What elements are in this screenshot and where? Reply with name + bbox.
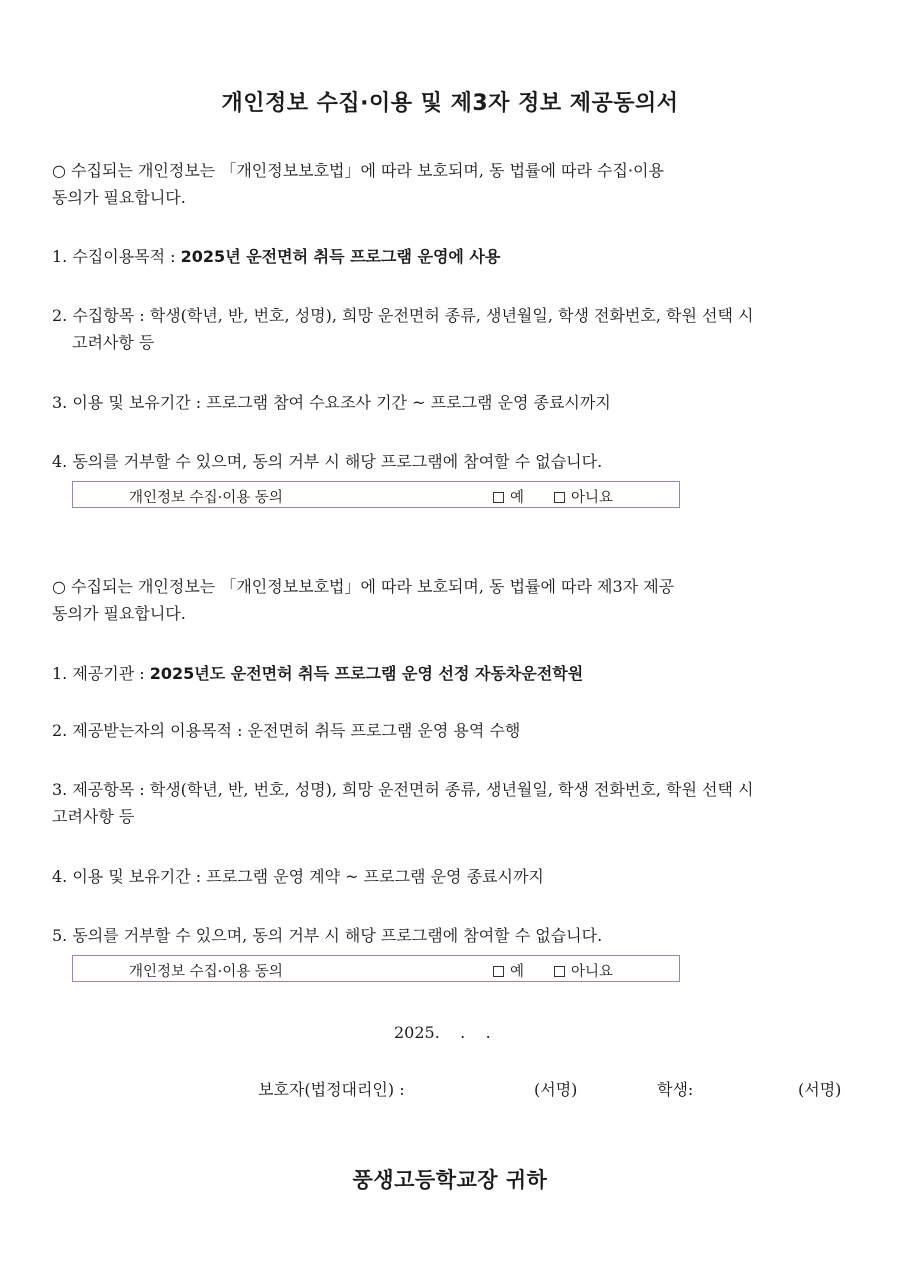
section1-item2-line1: 2. 수집항목 : 학생(학년, 반, 번호, 성명), 희망 운전면허 종류, 생년월일, 학생 전화번호, 학원 선택 시 [52,306,754,325]
section1-item4: 4. 동의를 거부할 수 있으며, 동의 거부 시 해당 프로그램에 참여할 수 없습니다. [52,452,603,471]
section1-consent-yes-checkbox[interactable] [493,492,504,503]
section1-consent-no-label: 아니요 [571,490,614,506]
section1-item3: 3. 이용 및 보유기간 : 프로그램 참여 수요조사 기간 ~ 프로그램 운영 종료시까지 [52,393,611,412]
section1-consent-no-checkbox[interactable] [554,492,565,503]
student-label: 학생: [657,1080,694,1099]
section2-item1 [52,660,583,687]
section2-consent-no-option[interactable] [554,960,613,981]
section2-consent-label: 개인정보 수집·이용 동의 [129,964,283,980]
section2-item1-label: 1. 제공기관 : [52,664,150,683]
addressee: 풍생고등학교장 귀하 [352,1168,548,1192]
section1-consent-label: 개인정보 수집·이용 동의 [129,490,283,506]
section1-consent-yes-label: 예 [510,490,525,506]
section1-consent-box [72,481,680,508]
section2-item3-line2: 고려사항 등 [52,807,135,826]
date-line: 2025. . . [394,1023,491,1042]
section1-item2-line2: 고려사항 등 [72,333,155,352]
student-signature-field[interactable]: (서명) [798,1080,842,1099]
section2-item5: 5. 동의를 거부할 수 있으며, 동의 거부 시 해당 프로그램에 참여할 수 없습니다. [52,926,603,945]
section2-item4: 4. 이용 및 보유기간 : 프로그램 운영 계약 ~ 프로그램 운영 종료시까지 [52,867,544,886]
section2-item1-value: 2025년도 운전면허 취득 프로그램 운영 선정 자동차운전학원 [149,664,584,683]
section2-intro-line2: 동의가 필요합니다. [52,604,186,623]
section1-item1 [52,243,500,270]
guardian-signature-field[interactable]: (서명) [534,1080,578,1099]
section2-consent-yes-label: 예 [510,964,525,980]
section2-consent-box [72,955,680,982]
section2-consent-yes-option[interactable] [493,960,524,981]
section2-consent-no-label: 아니요 [571,964,614,980]
section1-intro-line2: 동의가 필요합니다. [52,188,186,207]
section2-item3-line1: 3. 제공항목 : 학생(학년, 반, 번호, 성명), 희망 운전면허 종류, 생년월일, 학생 전화번호, 학원 선택 시 [52,780,754,799]
section2-consent-no-checkbox[interactable] [554,966,565,977]
section2-intro-line1: ○ 수집되는 개인정보는 「개인정보보호법」에 따라 보호되며, 동 법률에 따라 제3자 제공 [52,577,675,596]
section1-consent-no-option[interactable] [554,486,613,507]
section1-item1-label: 1. 수집이용목적 : [52,247,181,266]
section1-intro-line1: ○ 수집되는 개인정보는 「개인정보보호법」에 따라 보호되며, 동 법률에 따라 수집·이용 [52,161,664,180]
section2-consent-yes-checkbox[interactable] [493,966,504,977]
section2-item2: 2. 제공받는자의 이용목적 : 운전면허 취득 프로그램 운영 용역 수행 [52,721,521,740]
guardian-label: 보호자(법정대리인) : [258,1080,405,1099]
section1-item1-value: 2025년 운전면허 취득 프로그램 운영에 사용 [180,247,501,266]
section1-consent-yes-option[interactable] [493,486,524,507]
document-title: 개인정보 수집·이용 및 제3자 정보 제공동의서 [221,91,679,116]
